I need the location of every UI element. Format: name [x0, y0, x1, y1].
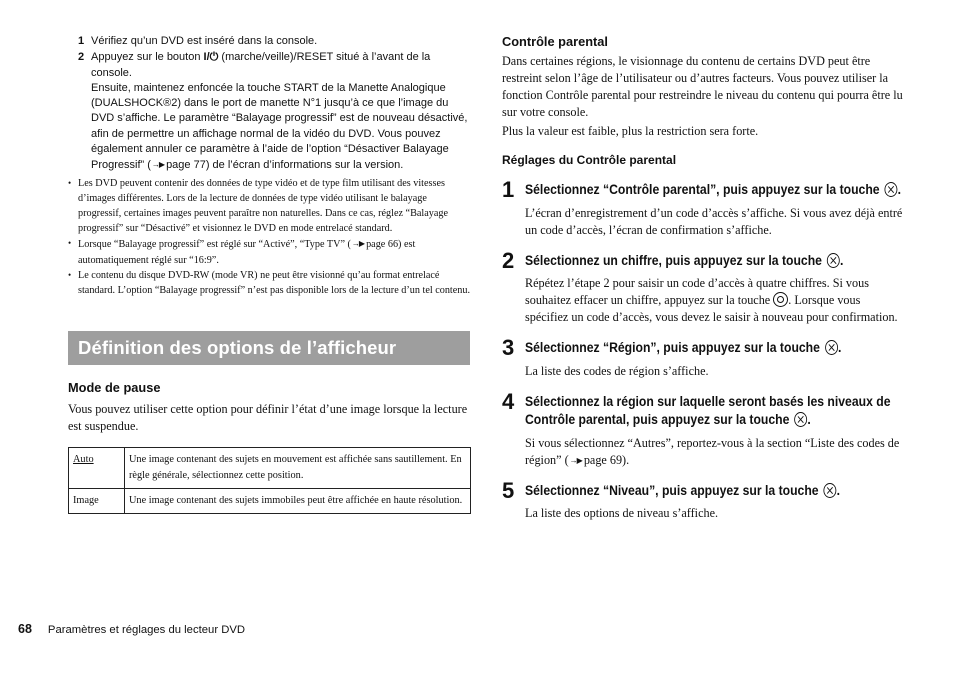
parental-step-4: 4 Sélectionnez la région sur laquelle seront basés les niveaux de Contrôle parental, puis appuyez sur la touche . Si vous sélectionnez “Autres”, reportez-vous à la section “Liste des codes de région” (→▶ page 69).	[502, 388, 900, 467]
option-value: Une image contenant des sujets en mouvement est affichée sans sautillement. En règle générale, sélectionnez cette position.	[125, 448, 471, 489]
step-number: 3	[502, 335, 515, 360]
parental-step-3: 3 Sélectionnez “Région”, puis appuyez sur la touche . La liste des codes de région s’affiche.	[502, 339, 906, 380]
parental-intro: Dans certaines régions, le visionnage du contenu de certains DVD peut être restreint selon l’âge de l’utilisateur ou d’autres facteurs. Vous pouvez utiliser la fonction Contrôle parental pour restreindre le niveau du contenu qui pourra être lu sur votre console.	[502, 54, 903, 119]
step-description-pre: Si vous sélectionnez “Autres”, reportez-vous à la section “Liste des codes de région” (	[525, 435, 900, 467]
mode-pause-title: Mode de pause	[68, 380, 161, 396]
parental-step-5: 5 Sélectionnez “Niveau”, puis appuyez sur la touche . La liste des options de niveau s’affiche.	[502, 482, 906, 523]
cross-button-icon	[795, 412, 808, 427]
step-number: 2	[78, 51, 85, 64]
page-reference-arrow-icon: →▶	[151, 160, 165, 170]
page-footer	[18, 622, 245, 636]
note-item	[68, 268, 470, 298]
parental-settings-subtitle: Réglages du Contrôle parental	[502, 153, 677, 167]
step-description: La liste des codes de région s’affiche.	[525, 363, 709, 378]
step-description: L’écran d’enregistrement d’un code d’accès s’affiche. Si vous avez déjà entré un code d’accès, l’écran de confirmation s’affiche.	[525, 205, 903, 237]
step-continuation-ref: page 77) de l’écran d’informations sur la version.	[166, 159, 404, 172]
parental-step-1: 1 Sélectionnez “Contrôle parental”, puis appuyez sur la touche . L’écran d’enregistrement d’un code d’accès s’affiche. Si vous avez déjà entré un code d’accès, l’écran de confirmation s’affiche.	[502, 181, 906, 239]
option-key: Auto	[73, 454, 94, 466]
step-text-pre: Appuyez sur le bouton	[91, 51, 204, 64]
page-reference-arrow-icon: →▶	[569, 455, 582, 465]
parental-control-title: Contrôle parental	[502, 34, 608, 49]
option-key: Image	[69, 488, 125, 513]
cross-button-icon	[885, 182, 898, 197]
step-number: 4	[502, 388, 515, 414]
note-text: Le contenu du disque DVD-RW (mode VR) ne peut être visionné qu’au format entrelacé standard. L’option “Balayage progressif” n’est pas disponible lors de la lecture d’un tel contenu.	[78, 269, 471, 297]
table-row	[69, 448, 471, 489]
step-text-post: (marche/veille)/RESET situé à l’avant de la console.	[91, 51, 431, 79]
step-number: 2	[502, 247, 515, 273]
step-number: 1	[78, 35, 85, 47]
step-heading: Sélectionnez “Région”, puis appuyez sur la touche	[525, 340, 820, 356]
note-item	[68, 236, 470, 267]
right-column	[502, 34, 906, 522]
step-2	[68, 50, 470, 173]
option-value: Une image contenant des sujets immobiles peut être affichée en haute résolution.	[125, 488, 471, 513]
notes-list	[68, 176, 470, 299]
step-heading: Sélectionnez “Niveau”, puis appuyez sur la touche	[525, 482, 819, 499]
step-description: La liste des options de niveau s’affiche.	[525, 506, 719, 520]
step-number: 5	[502, 477, 515, 503]
table-row	[69, 488, 471, 513]
step-continuation: Ensuite, maintenez enfoncée la touche START de la Manette Analogique (DUALSHOCK®2) dans le port de manette N°1 jusqu’à ce que l’image du DVD s’affiche. Le paramètre “Balayage progressif” est de nouveau désactivé, afin de permettre un affichage normal de la vidéo du DVD. Vous pouvez également annuler ce paramètre à l’aide de l’option “Désactiver Balayage Progressif” (	[91, 81, 468, 172]
parental-step-2: 2 Sélectionnez un chiffre, puis appuyez sur la touche . Répétez l’étape 2 pour saisir un code d’accès à quatre chiffres. Si vous souhaitez effacer un chiffre, appuyez sur la touche . Lorsque vous spécifiez un code d’accès, vous devez le saisir à nouveau pour confirmation.	[502, 247, 898, 324]
step-text: Vérifiez qu’un DVD est inséré dans la console.	[91, 35, 318, 47]
page-number: 68	[18, 622, 32, 636]
mode-pause-text: Vous pouvez utiliser cette option pour définir l’état d’une image lorsque la lecture est suspendue.	[68, 402, 468, 434]
step-heading: Sélectionnez la région sur laquelle seront basés les niveaux de Contrôle parental, puis appuyez sur la touche	[525, 393, 891, 428]
section-title-banner: Définition des options de l’afficheur	[68, 331, 470, 365]
cross-button-icon	[825, 340, 838, 355]
page-reference-arrow-icon: →▶	[351, 239, 365, 249]
note-item	[68, 176, 470, 237]
note-text-post: page 66) est automatiquement réglé sur “16:9”.	[78, 239, 416, 266]
standby-power-icon: I/⏻	[203, 51, 219, 64]
note-text-pre: Lorsque “Balayage progressif” est réglé sur “Activé”, “Type TV” (	[78, 239, 351, 251]
step-description-pre: Répétez l’étape 2 pour saisir un code d’accès à quatre chiffres. Si vous souhaitez effacer un chiffre, appuyez sur la touche	[525, 276, 869, 307]
step-number: 1	[502, 177, 515, 202]
parental-note: Plus la valeur est faible, plus la restriction sera forte.	[502, 124, 759, 138]
step-description-post: page 69).	[583, 452, 630, 467]
footer-title: Paramètres et réglages du lecteur DVD	[47, 624, 246, 636]
cross-button-icon	[827, 253, 840, 268]
step-1	[68, 34, 470, 49]
step-heading: Sélectionnez “Contrôle parental”, puis appuyez sur la touche	[525, 182, 880, 198]
step-heading: Sélectionnez un chiffre, puis appuyez sur la touche	[525, 252, 822, 269]
cross-button-icon	[824, 483, 837, 498]
step-description-post: . Lorsque vous spécifiez un code d’accès, vous devez le saisir à nouveau pour confirmation.	[525, 293, 898, 324]
left-column	[68, 34, 470, 514]
options-table	[68, 447, 471, 514]
circle-button-icon	[773, 292, 788, 307]
note-text: Les DVD peuvent contenir des données de type vidéo et de type film utilisant des vitesses d’images différentes. Lors de la lecture de données de type vidéo utilisant le balayage progressif, certaines images peuvent paraître non naturelles. Dans ce cas, réglez “Balayage progressif” sur “Désactivé” et visionnez le DVD en mode entrelacé standard.	[78, 177, 448, 235]
